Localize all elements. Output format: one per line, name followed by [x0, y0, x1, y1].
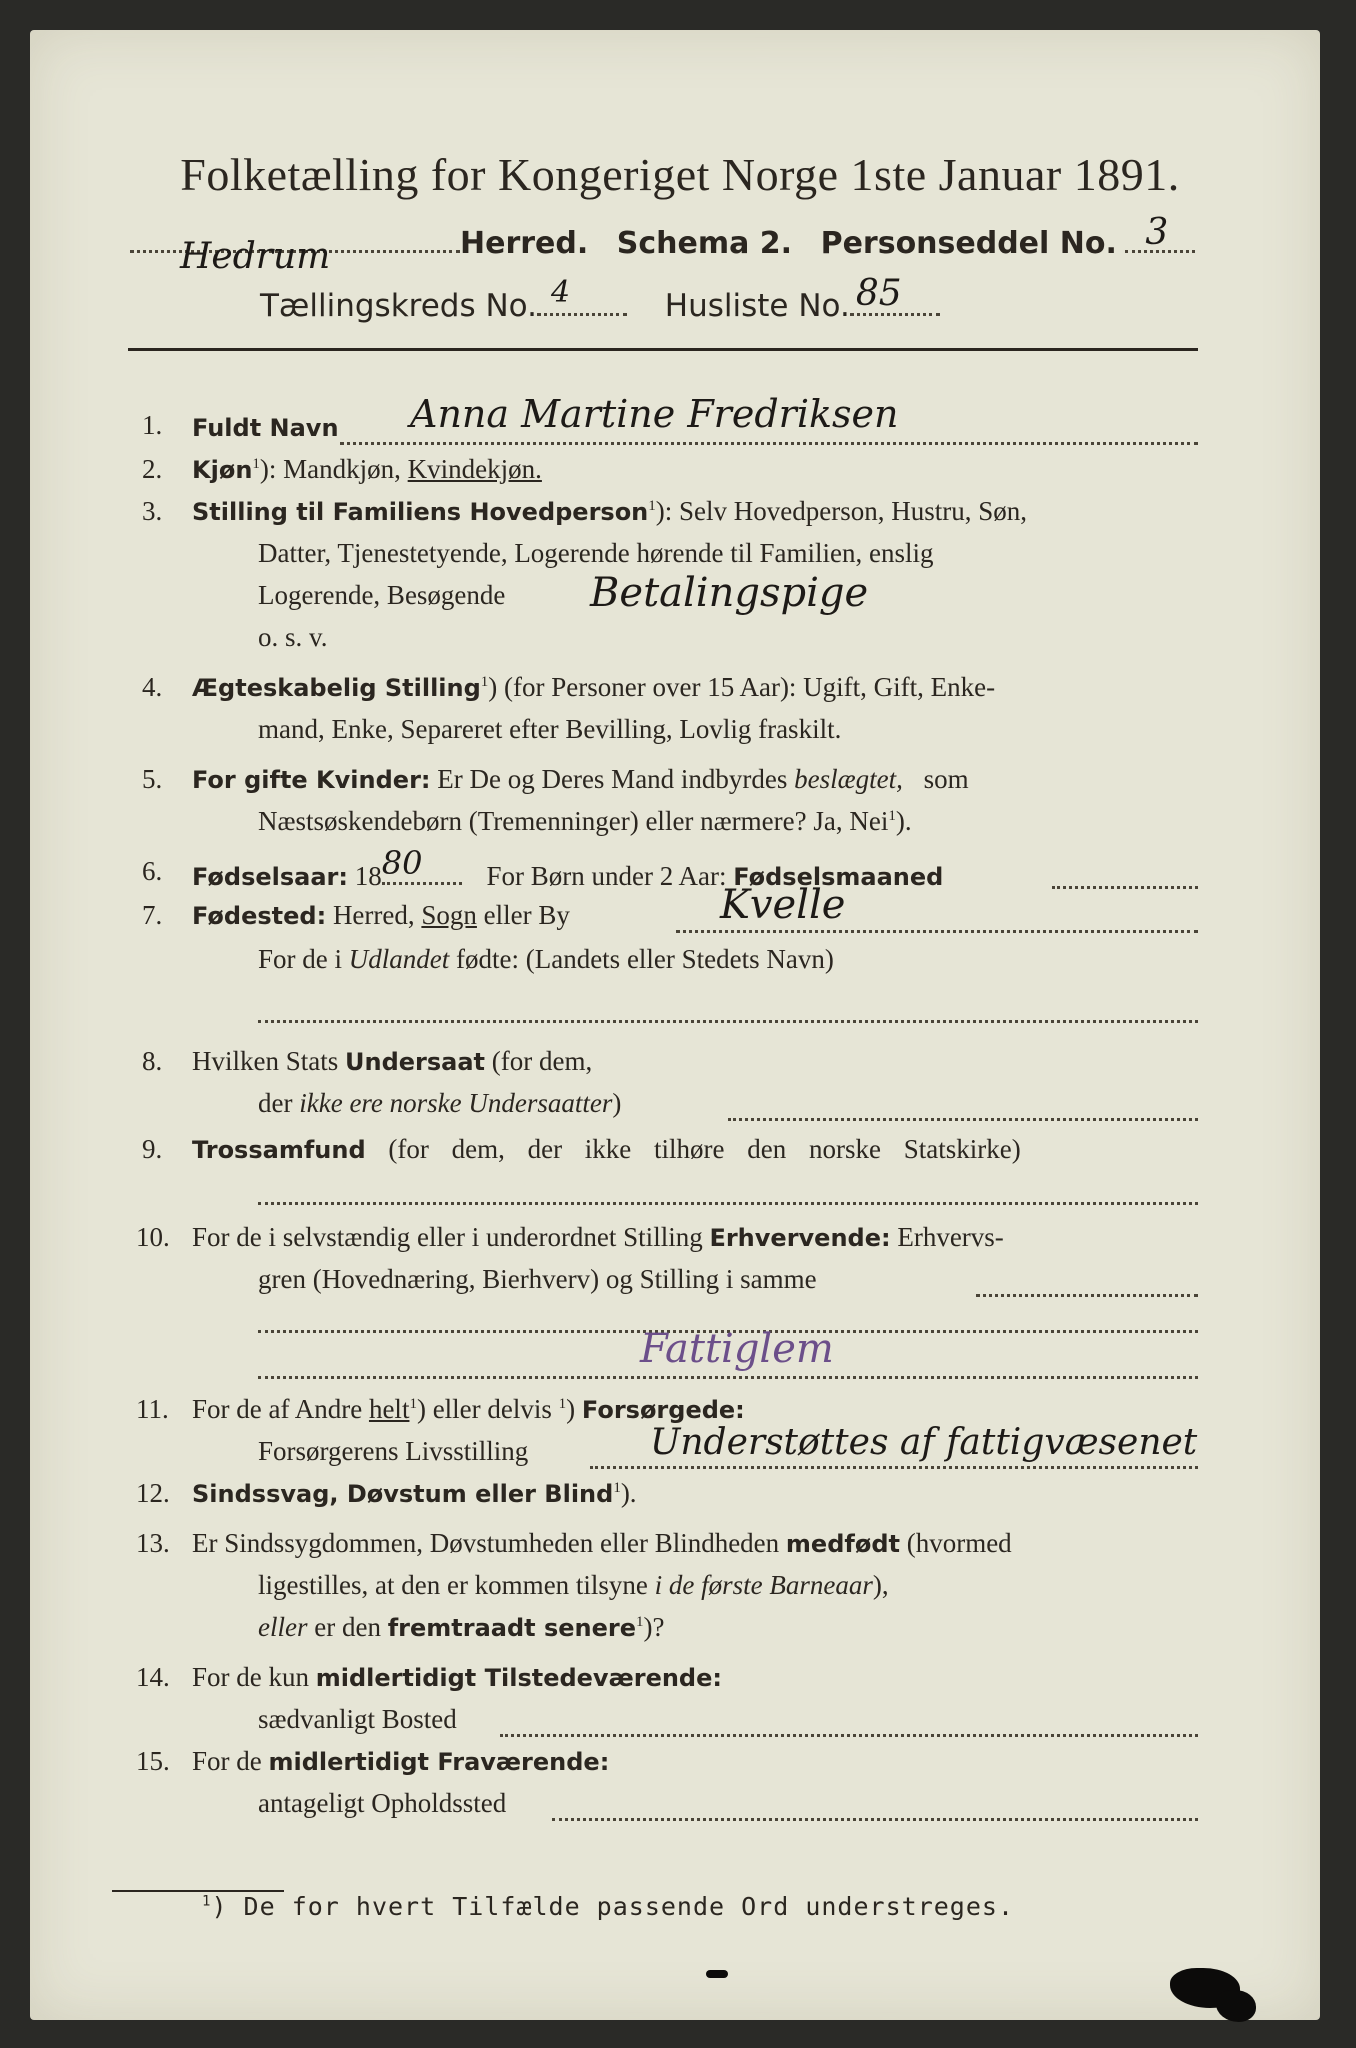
q7-answer: Kvelle	[720, 882, 846, 928]
q4-number: 4.	[142, 672, 163, 702]
q11-line2: Forsørgerens Livsstilling	[258, 1436, 529, 1466]
q11-number: 11.	[136, 1394, 169, 1424]
q4-line1: Ægteskabelig Stilling$^1$) (for Personer over 15 Aar): Ugift, Gift, Enke-	[192, 672, 996, 702]
q1-answer: Anna Martine Fredriksen	[410, 392, 899, 436]
schema-label: Schema 2.	[616, 226, 793, 261]
q7-line1: Fødested: Herred, Sogn eller By	[192, 900, 570, 930]
q6-label: Fødselsaar:	[192, 863, 348, 891]
q3-line3: Logerende, Besøgende	[258, 580, 506, 610]
q1-number: 1.	[142, 410, 163, 440]
footnote: $^1$) De for hvert Tilfælde passende Ord understreges.	[202, 1892, 1015, 1921]
form-title: Folketælling for Kongeriget Norge 1ste Januar 1891.	[180, 149, 1180, 200]
q8-number: 8.	[142, 1046, 163, 1076]
q14-number: 14.	[136, 1662, 170, 1692]
q8-label: Undersaat	[345, 1048, 486, 1076]
q10-line1: For de i selvstændig eller i underordnet Stilling Erhvervende: Erhvervs-	[192, 1222, 1004, 1252]
q3-line4: o. s. v.	[258, 622, 328, 652]
q13-line1: Er Sindssygdommen, Døvstumheden eller Blindheden medfødt (hvormed	[192, 1528, 1012, 1558]
q8-line2: der ikke ere norske Undersaatter)	[258, 1088, 622, 1118]
q3-answer: Betalingspige	[590, 570, 869, 616]
header-rule	[128, 348, 1198, 351]
q10-label: Erhvervende:	[709, 1224, 891, 1252]
q3-number: 3.	[142, 496, 163, 526]
q14-line2: sædvanligt Bosted	[258, 1704, 457, 1734]
q3-line1: Stilling til Familiens Hovedperson$^1$): Selv Hovedperson, Hustru, Søn,	[192, 496, 1028, 526]
q2-label: Kjøn	[192, 456, 253, 484]
q13-label: medfødt	[785, 1530, 900, 1558]
q11-line1: For de af Andre helt$^1$) eller delvis $^1$) Forsørgede:	[192, 1394, 745, 1424]
q3-label: Stilling til Familiens Hovedperson	[192, 498, 649, 526]
q15-number: 15.	[136, 1746, 170, 1776]
q15-line2: antageligt Opholdssted	[258, 1788, 507, 1818]
q4-label: Ægteskabelig Stilling	[192, 674, 481, 702]
q10-answer: Fattiglem	[640, 1326, 834, 1372]
kreds-number: 4	[550, 275, 571, 310]
herred-row	[130, 212, 1195, 277]
herred-handwritten: Hedrum	[180, 236, 331, 277]
q12-label: Sindssvag, Døvstum eller Blind	[192, 1480, 614, 1508]
q13-line3: eller er den fremtraadt senere$^1$)?	[258, 1612, 665, 1642]
q10-line2: gren (Hovednæring, Bierhverv) og Stilling i samme	[258, 1264, 817, 1294]
q6-label2: Fødselsmaaned	[733, 863, 944, 891]
q14-label: midlertidigt Tilstedeværende:	[315, 1664, 722, 1692]
q15-label: midlertidigt Fraværende:	[268, 1748, 610, 1776]
kreds-label: Tællingskreds No.	[260, 288, 537, 324]
q1-row	[192, 412, 339, 443]
q14-line1: For de kun midlertidigt Tilstedeværende:	[192, 1662, 722, 1692]
q3-line2: Datter, Tjenestetyende, Logerende hørende til Familien, enslig	[258, 538, 934, 568]
q9-label: Trossamfund	[192, 1136, 366, 1164]
q15-line1: For de midlertidigt Fraværende:	[192, 1746, 610, 1776]
q7-number: 7.	[142, 900, 163, 930]
q2-number: 2.	[142, 454, 163, 484]
q5-number: 5.	[142, 764, 163, 794]
q12-row: Sindssvag, Døvstum eller Blind$^1$).	[192, 1478, 637, 1508]
q2-row: Kjøn$^1$): Mandkjøn, Kvindekjøn.	[192, 454, 542, 484]
q13-label2: fremtraadt senere	[387, 1614, 637, 1642]
q10-number: 10.	[136, 1222, 170, 1252]
q6-year-handwritten: 80	[381, 844, 423, 882]
q9-number: 9.	[142, 1134, 163, 1164]
husliste-number: 85	[855, 273, 902, 314]
q13-line2: ligestilles, at den er kommen tilsyne i de første Barneaar),	[258, 1570, 889, 1600]
q4-line2: mand, Enke, Separeret efter Bevilling, Lovlig fraskilt.	[258, 714, 842, 744]
q13-number: 13.	[136, 1528, 170, 1558]
q11-answer: Understøttes af fattigvæsenet	[650, 1422, 1198, 1463]
ink-blot	[1216, 1990, 1256, 2022]
q5-line2: Næstsøskendebørn (Tremenninger) eller nærmere? Ja, Nei$^1$).	[258, 806, 912, 836]
ink-mark	[706, 1970, 728, 1978]
q5-label: For gifte Kvinder:	[192, 766, 431, 794]
personseddel-label: Personseddel No.	[820, 226, 1117, 261]
q2-underlined-option: Kvindekjøn.	[407, 454, 542, 484]
q11-label: Forsørgede:	[581, 1396, 745, 1424]
q6-row: Fødselsaar: 18 80 For Børn under 2 Aar: Fødselsmaaned	[192, 844, 944, 891]
q9-row: Trossamfund (for dem, der ikke tilhøre den norske Statskirke)	[192, 1134, 1021, 1164]
kreds-row	[260, 273, 940, 324]
husliste-label: Husliste No.	[664, 288, 850, 324]
q8-line1: Hvilken Stats Undersaat (for dem,	[192, 1046, 593, 1076]
q5-line1: For gifte Kvinder: Er De og Deres Mand indbyrdes beslægtet, som	[192, 764, 969, 794]
census-form-page	[30, 30, 1320, 2020]
q7-line2: For de i Udlandet fødte: (Landets eller Stedets Navn)	[258, 944, 834, 974]
personseddel-number: 3	[1145, 212, 1169, 253]
q1-label: Fuldt Navn	[192, 414, 339, 442]
q7-label: Fødested:	[192, 902, 327, 930]
q6-number: 6.	[142, 856, 163, 886]
q12-number: 12.	[136, 1478, 170, 1508]
herred-label: Herred.	[460, 226, 589, 261]
